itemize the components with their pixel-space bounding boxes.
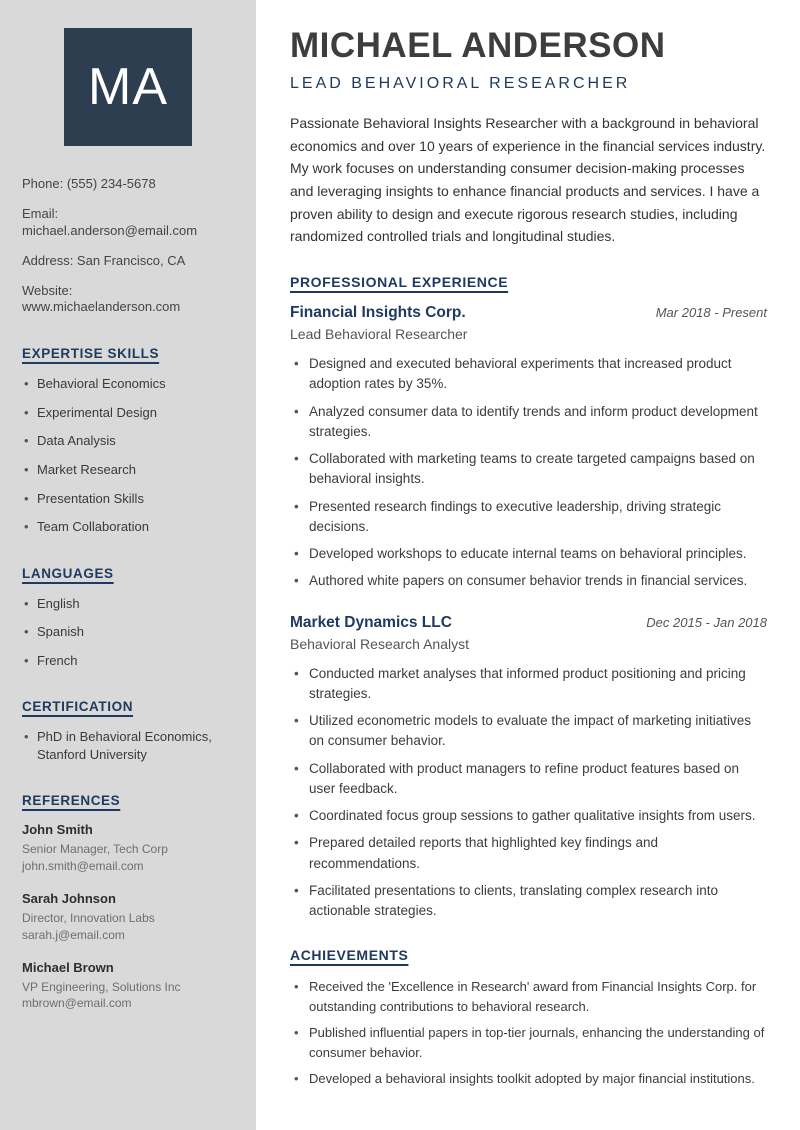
- achievements-heading: ACHIEVEMENTS: [290, 947, 409, 964]
- bullet-item: • Analyzed consumer data to identify trends and inform product development strategies.: [292, 402, 767, 443]
- achievements-list: [290, 977, 767, 1089]
- bullet-item: • Prepared detailed reports that highlighted key findings and recommendations.: [292, 833, 767, 874]
- certification-heading: CERTIFICATION: [22, 699, 134, 715]
- skills-heading: EXPERTISE SKILLS: [22, 346, 160, 362]
- contact-website: Website: www.michaelanderson.com: [22, 282, 181, 315]
- reference-name: Michael Brown: [22, 959, 114, 975]
- list-item: • Market Research: [22, 461, 234, 479]
- job-header: [290, 304, 767, 322]
- reference-title: Director, Innovation Labs: [22, 910, 155, 925]
- experience-entry: [290, 304, 767, 592]
- bullet-item: • Presented research findings to executive leadership, driving strategic decisions.: [292, 497, 767, 538]
- list-item: • English: [22, 595, 234, 613]
- contact-phone: Phone: (555) 234-5678: [22, 176, 156, 191]
- reference-title: Senior Manager, Tech Corp: [22, 842, 168, 857]
- company-name: Financial Insights Corp.: [290, 304, 466, 322]
- job-role-subtitle: LEAD BEHAVIORAL RESEARCHER: [290, 75, 631, 92]
- bullet-item: • Authored white papers on consumer behavior trends in financial services.: [292, 571, 767, 591]
- reference-name: Sarah Johnson: [22, 890, 116, 906]
- bullet-item: • Facilitated presentations to clients, translating complex research into actionable strategies.: [292, 881, 767, 922]
- avatar-initials: MA: [88, 58, 168, 116]
- list-item: • Team Collaboration: [22, 518, 234, 536]
- job-title: Lead Behavioral Researcher: [290, 326, 468, 343]
- reference-title: VP Engineering, Solutions Inc: [22, 979, 181, 994]
- bullet-item: • Collaborated with marketing teams to create targeted campaigns based on behavioral insights.: [292, 449, 767, 490]
- reference-email: mbrown@email.com: [22, 996, 132, 1011]
- bullet-item: • Coordinated focus group sessions to gather qualitative insights from users.: [292, 806, 767, 826]
- page-title: MICHAEL ANDERSON: [290, 26, 666, 65]
- contact-address: Address: San Francisco, CA: [22, 252, 186, 268]
- reference-name: John Smith: [22, 822, 93, 838]
- reference-entry: [22, 960, 234, 1013]
- job-header: [290, 614, 767, 632]
- bullet-item: • Conducted market analyses that informed product positioning and pricing strategies.: [292, 664, 767, 705]
- reference-email: john.smith@email.com: [22, 859, 144, 874]
- contact-info: [22, 176, 234, 316]
- bullet-item: • Collaborated with product managers to refine product features based on user feedback.: [292, 759, 767, 800]
- bullet-item: • Published influential papers in top-tier journals, enhancing the understanding of consumer behavior.: [292, 1023, 767, 1062]
- certification-list: [22, 728, 234, 763]
- list-item: • Experimental Design: [22, 404, 234, 422]
- main-content: [256, 0, 800, 1130]
- languages-heading: LANGUAGES: [22, 565, 114, 581]
- list-item: • Behavioral Economics: [22, 375, 234, 393]
- reference-entry: [22, 822, 234, 875]
- contact-email: Email: michael.anderson@email.com: [22, 205, 198, 238]
- experience-entry: [290, 614, 767, 922]
- job-dates: Mar 2018 - Present: [655, 305, 767, 321]
- bullet-item: • Designed and executed behavioral experiments that increased product adoption rates by 35%.: [292, 354, 767, 395]
- languages-list: [22, 595, 234, 670]
- avatar: [64, 28, 192, 146]
- company-name: Market Dynamics LLC: [290, 613, 452, 631]
- list-item: • Data Analysis: [22, 432, 234, 450]
- list-item: • PhD in Behavioral Economics, Stanford University: [22, 728, 234, 763]
- job-dates: Dec 2015 - Jan 2018: [646, 614, 767, 630]
- bullet-item: • Utilized econometric models to evaluate the impact of marketing initiatives on consumer behavior.: [292, 711, 767, 752]
- job-bullet-list: [290, 354, 767, 592]
- list-item: • Spanish: [22, 623, 234, 641]
- bullet-item: • Received the 'Excellence in Research' award from Financial Insights Corp. for outstanding contributions to behavioral research.: [292, 977, 767, 1016]
- list-item: • Presentation Skills: [22, 490, 234, 508]
- references-heading: REFERENCES: [22, 793, 121, 809]
- job-title: Behavioral Research Analyst: [290, 635, 469, 652]
- reference-email: sarah.j@email.com: [22, 927, 125, 942]
- skills-list: [22, 375, 234, 535]
- list-item: • French: [22, 652, 234, 670]
- reference-entry: [22, 891, 234, 944]
- sidebar: [0, 0, 256, 1130]
- bullet-item: • Developed workshops to educate internal teams on behavioral principles.: [292, 544, 767, 564]
- experience-heading: PROFESSIONAL EXPERIENCE: [290, 274, 509, 291]
- bullet-item: • Developed a behavioral insights toolkit adopted by major financial institutions.: [292, 1069, 767, 1089]
- summary-paragraph: Passionate Behavioral Insights Researcher with a background in behavioral economics and over 10 years of experience in the financial services industry. My work focuses on understanding consumer decision-making processes and leveraging insights to enhance financial products and services. I have a proven ability to design and execute rigorous research studies, including randomized controlled trials and longitudinal studies.: [290, 115, 766, 245]
- job-bullet-list: [290, 664, 767, 922]
